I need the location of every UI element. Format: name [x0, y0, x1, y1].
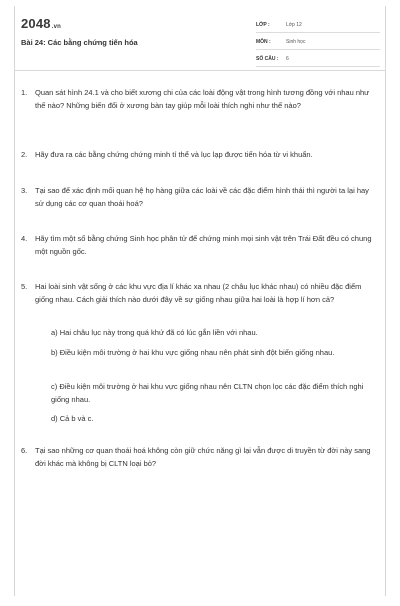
- question-number: 3.: [21, 186, 28, 195]
- meta-row-class: [256, 20, 380, 33]
- answer-option-b: b) Điều kiện môi trường ở hai khu vực giống nhau nên phát sinh đột biến giống nhau.: [51, 348, 335, 357]
- question-number: 2.: [21, 150, 28, 159]
- logo-suffix: .vn: [51, 24, 62, 30]
- answer-option-a: a) Hai châu lục này trong quá khứ đã có lúc gắn liền với nhau.: [51, 328, 258, 337]
- meta-key: SỐ CÂU :: [256, 56, 279, 62]
- question-6: [21, 444, 379, 470]
- question-1: [21, 86, 379, 112]
- meta-row-count: [256, 54, 380, 67]
- answer-option-d: d) Cả b và c.: [51, 414, 94, 423]
- question-number: 4.: [21, 234, 28, 243]
- question-number: 1.: [21, 88, 28, 97]
- question-text: Hãy tìm một số bằng chứng Sinh học phân tử để chứng minh mọi sinh vật trên Trái Đất đều có chung một nguồn gốc.: [35, 234, 372, 256]
- question-4: [21, 232, 379, 258]
- meta-row-subject: [256, 37, 380, 50]
- question-number: 5.: [21, 282, 28, 291]
- site-logo[interactable]: 2048.vn: [21, 16, 62, 31]
- meta-key: LỚP :: [256, 22, 270, 28]
- question-text: Hãy đưa ra các bằng chứng chứng minh tí thể và lục lạp được tiến hóa từ vi khuẩn.: [35, 150, 313, 159]
- question-2: [21, 148, 379, 161]
- meta-value: Sinh học: [286, 39, 306, 45]
- meta-value: 6: [286, 56, 289, 62]
- answer-option-c: c) Điều kiện môi trường ở hai khu vực giống nhau nên CLTN chọn lọc các đặc điểm thích nghi giống nhau.: [51, 382, 364, 404]
- meta-info: [256, 20, 380, 71]
- question-text: Tại sao những cơ quan thoái hoá không còn giữ chức năng gì lại vẫn được di truyền từ đời này sang đời khác mà không bị CLTN loại bỏ?: [35, 446, 371, 468]
- question-text: Hai loài sinh vật sống ở các khu vực địa lí khác xa nhau (2 châu lục khác nhau) có nhiều đặc điểm giống nhau. Cách giải thích nào dưới đây về sự giống nhau giữa hai loài là hợp lí hơn cả?: [35, 282, 362, 304]
- question-3: [21, 184, 379, 210]
- meta-value: Lớp 12: [286, 22, 302, 28]
- worksheet-header: [15, 6, 385, 66]
- header-divider: [15, 70, 385, 71]
- question-5: [21, 280, 379, 306]
- question-text: Tại sao để xác định mối quan hệ họ hàng giữa các loài về các đặc điểm hình thái thì người ta lại hay sử dụng các cơ quan thoái hoá?: [35, 186, 369, 208]
- lesson-title: Bài 24: Các bằng chứng tiến hóa: [21, 38, 138, 47]
- worksheet-page: [14, 6, 386, 596]
- question-text: Quan sát hình 24.1 và cho biết xương chi của các loài động vật trong hình tương đồng với nhau như thế nào? Những biến đổi ở xương bàn tay giúp mỗi loài thích nghi như thế nào?: [35, 88, 370, 110]
- question-number: 6.: [21, 446, 28, 455]
- meta-key: MÔN :: [256, 39, 271, 45]
